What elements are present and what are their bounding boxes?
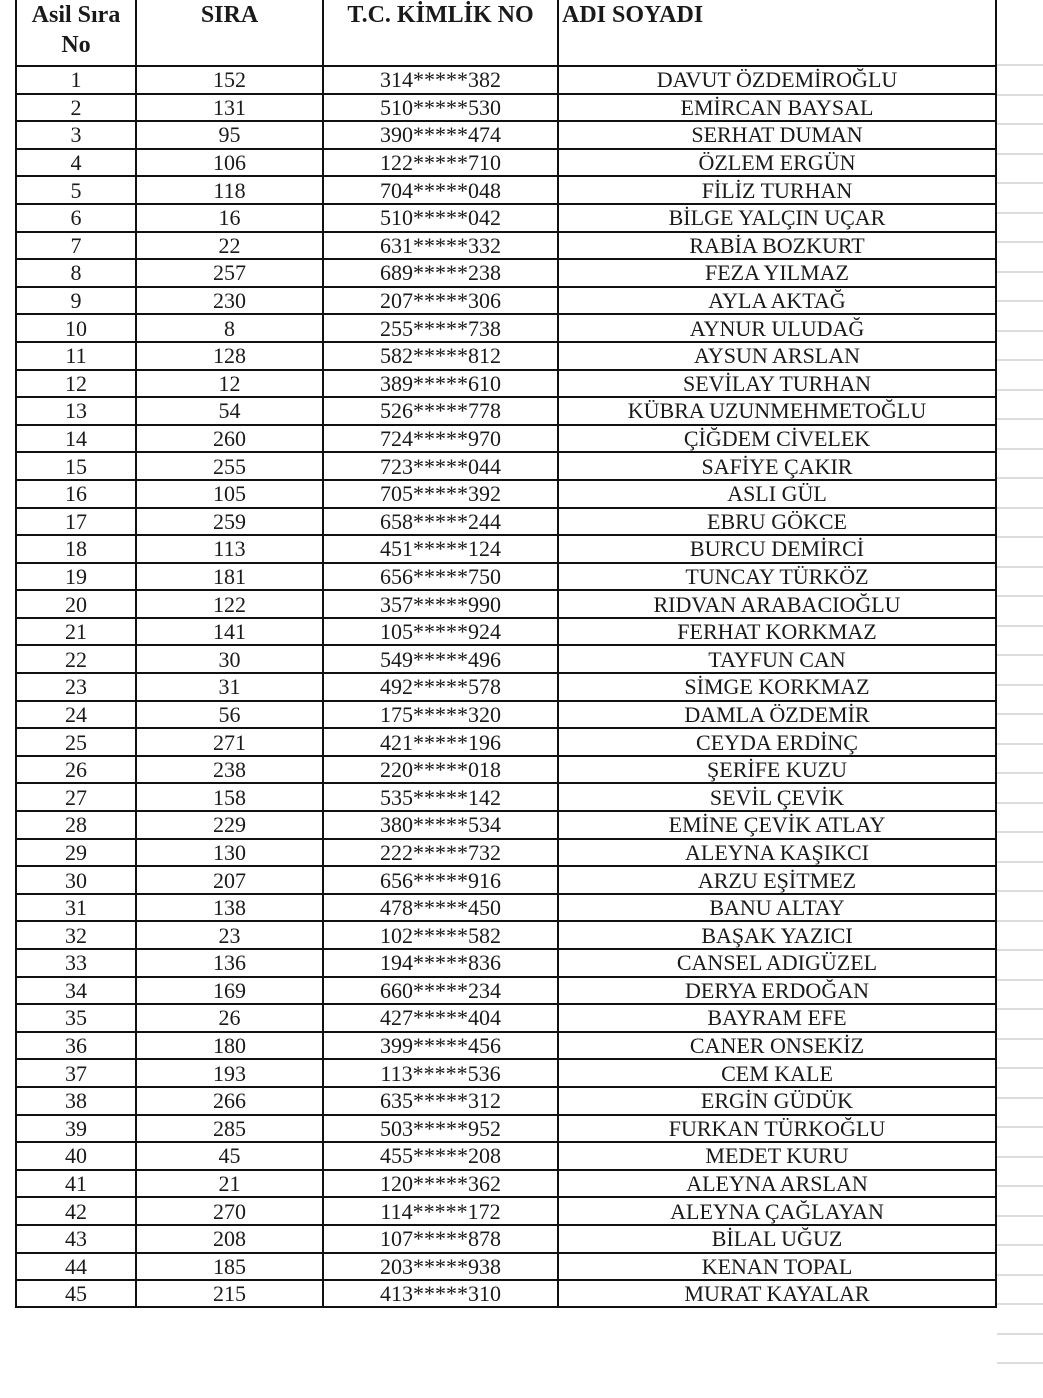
asil-sira-no-cell: 20 — [16, 590, 136, 618]
tc-kimlik-no-cell: 122*****710 — [323, 149, 558, 177]
sira-cell: 30 — [136, 645, 323, 673]
table-row — [16, 618, 996, 646]
tc-kimlik-no-cell: 723*****044 — [323, 452, 558, 480]
asil-sira-no-cell: 44 — [16, 1253, 136, 1281]
adi-soyadi-cell: ÇİĞDEM CİVELEK — [558, 425, 996, 453]
gridline — [997, 212, 1043, 242]
tc-kimlik-no-cell: 704*****048 — [323, 176, 558, 204]
adi-soyadi-cell: ERGİN GÜDÜK — [558, 1087, 996, 1115]
gridline — [997, 654, 1043, 684]
asil-sira-no-cell: 36 — [16, 1032, 136, 1060]
gridline — [997, 1303, 1043, 1333]
sira-cell: 130 — [136, 839, 323, 867]
adi-soyadi-cell: RABİA BOZKURT — [558, 232, 996, 260]
asil-sira-no-cell: 5 — [16, 176, 136, 204]
tc-kimlik-no-cell: 314*****382 — [323, 66, 558, 94]
table-row — [16, 1115, 996, 1143]
table-row — [16, 176, 996, 204]
asil-sira-no-cell: 13 — [16, 397, 136, 425]
asil-sira-no-cell: 27 — [16, 783, 136, 811]
sira-cell: 158 — [136, 783, 323, 811]
table-row — [16, 563, 996, 591]
asil-sira-no-cell: 6 — [16, 204, 136, 232]
table-row — [16, 645, 996, 673]
header-asil-sira-no: Asil Sıra No — [16, 0, 136, 66]
adi-soyadi-cell: MEDET KURU — [558, 1142, 996, 1170]
sira-cell: 26 — [136, 1004, 323, 1032]
asil-sira-no-cell: 19 — [16, 563, 136, 591]
asil-sira-no-cell: 21 — [16, 618, 136, 646]
tc-kimlik-no-cell: 656*****916 — [323, 866, 558, 894]
sira-cell: 230 — [136, 287, 323, 315]
gridline — [997, 1274, 1043, 1304]
adi-soyadi-cell: ASLI GÜL — [558, 480, 996, 508]
table-row — [16, 480, 996, 508]
table-row — [16, 1225, 996, 1253]
sira-cell: 181 — [136, 563, 323, 591]
table-row — [16, 866, 996, 894]
asil-sira-no-cell: 1 — [16, 66, 136, 94]
adi-soyadi-cell: TAYFUN CAN — [558, 645, 996, 673]
table-row — [16, 314, 996, 342]
tc-kimlik-no-cell: 451*****124 — [323, 535, 558, 563]
gridline — [997, 772, 1043, 802]
adi-soyadi-cell: KÜBRA UZUNMEHMETOĞLU — [558, 397, 996, 425]
sira-cell: 141 — [136, 618, 323, 646]
tc-kimlik-no-cell: 222*****732 — [323, 839, 558, 867]
sira-cell: 266 — [136, 1087, 323, 1115]
asil-sira-no-cell: 25 — [16, 728, 136, 756]
header-adi-soyadi: ADI SOYADI — [558, 0, 996, 66]
tc-kimlik-no-cell: 478*****450 — [323, 894, 558, 922]
gridline — [997, 713, 1043, 743]
adi-soyadi-cell: CANER ONSEKİZ — [558, 1032, 996, 1060]
sira-cell: 22 — [136, 232, 323, 260]
asil-sira-no-cell: 32 — [16, 921, 136, 949]
asil-sira-no-cell: 30 — [16, 866, 136, 894]
tc-kimlik-no-cell: 107*****878 — [323, 1225, 558, 1253]
adi-soyadi-cell: EBRU GÖKCE — [558, 508, 996, 536]
sira-cell: 118 — [136, 176, 323, 204]
adi-soyadi-cell: AYNUR ULUDAĞ — [558, 314, 996, 342]
adi-soyadi-cell: FERHAT KORKMAZ — [558, 618, 996, 646]
sira-cell: 285 — [136, 1115, 323, 1143]
asil-sira-no-cell: 39 — [16, 1115, 136, 1143]
gridline — [997, 300, 1043, 330]
table-row — [16, 370, 996, 398]
asil-sira-no-cell: 31 — [16, 894, 136, 922]
asil-sira-no-cell: 45 — [16, 1280, 136, 1307]
asil-sira-no-cell: 7 — [16, 232, 136, 260]
candidate-list-table — [15, 0, 997, 1308]
sira-cell: 138 — [136, 894, 323, 922]
asil-sira-no-cell: 26 — [16, 756, 136, 784]
gridline — [997, 241, 1043, 271]
table-row — [16, 1253, 996, 1281]
adi-soyadi-cell: BAYRAM EFE — [558, 1004, 996, 1032]
gridline — [997, 566, 1043, 596]
table-row — [16, 811, 996, 839]
sira-cell: 54 — [136, 397, 323, 425]
sira-cell: 215 — [136, 1280, 323, 1307]
page-cutoff — [0, 1374, 1043, 1398]
tc-kimlik-no-cell: 658*****244 — [323, 508, 558, 536]
gridline — [997, 94, 1043, 124]
adi-soyadi-cell: FİLİZ TURHAN — [558, 176, 996, 204]
table-row — [16, 673, 996, 701]
adi-soyadi-cell: CANSEL ADIGÜZEL — [558, 949, 996, 977]
sira-cell: 56 — [136, 701, 323, 729]
asil-sira-no-cell: 33 — [16, 949, 136, 977]
sira-cell: 131 — [136, 94, 323, 122]
tc-kimlik-no-cell: 503*****952 — [323, 1115, 558, 1143]
sira-cell: 208 — [136, 1225, 323, 1253]
gridline — [997, 1067, 1043, 1097]
table-row — [16, 1004, 996, 1032]
results-sheet — [15, 0, 997, 1308]
tc-kimlik-no-cell: 113*****536 — [323, 1059, 558, 1087]
tc-kimlik-no-cell: 582*****812 — [323, 342, 558, 370]
adi-soyadi-cell: AYSUN ARSLAN — [558, 342, 996, 370]
tc-kimlik-no-cell: 102*****582 — [323, 921, 558, 949]
table-row — [16, 701, 996, 729]
gridline — [997, 507, 1043, 537]
asil-sira-no-cell: 8 — [16, 259, 136, 287]
gridline — [997, 448, 1043, 478]
gridline — [997, 802, 1043, 832]
tc-kimlik-no-cell: 455*****208 — [323, 1142, 558, 1170]
asil-sira-no-cell: 28 — [16, 811, 136, 839]
table-row — [16, 1170, 996, 1198]
gridline — [997, 743, 1043, 773]
table-row — [16, 259, 996, 287]
asil-sira-no-cell: 34 — [16, 977, 136, 1005]
gridline — [997, 831, 1043, 861]
gridline — [997, 1126, 1043, 1156]
gridline — [997, 625, 1043, 655]
tc-kimlik-no-cell: 549*****496 — [323, 645, 558, 673]
gridline — [997, 536, 1043, 566]
gridline — [997, 949, 1043, 979]
tc-kimlik-no-cell: 114*****172 — [323, 1197, 558, 1225]
gridline — [997, 595, 1043, 625]
table-row — [16, 590, 996, 618]
tc-kimlik-no-cell: 705*****392 — [323, 480, 558, 508]
sira-cell: 136 — [136, 949, 323, 977]
adjacent-sheet-gridlines — [997, 64, 1043, 1392]
adi-soyadi-cell: BAŞAK YAZICI — [558, 921, 996, 949]
asil-sira-no-cell: 23 — [16, 673, 136, 701]
table-row — [16, 397, 996, 425]
asil-sira-no-cell: 22 — [16, 645, 136, 673]
gridline — [997, 1244, 1043, 1274]
sira-cell: 8 — [136, 314, 323, 342]
tc-kimlik-no-cell: 689*****238 — [323, 259, 558, 287]
asil-sira-no-cell: 42 — [16, 1197, 136, 1225]
tc-kimlik-no-cell: 492*****578 — [323, 673, 558, 701]
sira-cell: 193 — [136, 1059, 323, 1087]
tc-kimlik-no-cell: 535*****142 — [323, 783, 558, 811]
table-row — [16, 949, 996, 977]
gridline — [997, 890, 1043, 920]
asil-sira-no-cell: 43 — [16, 1225, 136, 1253]
adi-soyadi-cell: CEM KALE — [558, 1059, 996, 1087]
tc-kimlik-no-cell: 510*****042 — [323, 204, 558, 232]
adi-soyadi-cell: FURKAN TÜRKOĞLU — [558, 1115, 996, 1143]
sira-cell: 106 — [136, 149, 323, 177]
sira-cell: 255 — [136, 452, 323, 480]
tc-kimlik-no-cell: 526*****778 — [323, 397, 558, 425]
adi-soyadi-cell: KENAN TOPAL — [558, 1253, 996, 1281]
tc-kimlik-no-cell: 510*****530 — [323, 94, 558, 122]
table-row — [16, 287, 996, 315]
table-row — [16, 425, 996, 453]
tc-kimlik-no-cell: 631*****332 — [323, 232, 558, 260]
tc-kimlik-no-cell: 390*****474 — [323, 121, 558, 149]
gridline — [997, 359, 1043, 389]
sira-cell: 45 — [136, 1142, 323, 1170]
gridline — [997, 1097, 1043, 1127]
sira-cell: 23 — [136, 921, 323, 949]
table-row — [16, 894, 996, 922]
gridline — [997, 1038, 1043, 1068]
table-row — [16, 1059, 996, 1087]
sira-cell: 229 — [136, 811, 323, 839]
table-row — [16, 204, 996, 232]
tc-kimlik-no-cell: 389*****610 — [323, 370, 558, 398]
asil-sira-no-cell: 15 — [16, 452, 136, 480]
adi-soyadi-cell: TUNCAY TÜRKÖZ — [558, 563, 996, 591]
adi-soyadi-cell: ŞERİFE KUZU — [558, 756, 996, 784]
tc-kimlik-no-cell: 380*****534 — [323, 811, 558, 839]
asil-sira-no-cell: 29 — [16, 839, 136, 867]
adi-soyadi-cell: BURCU DEMİRCİ — [558, 535, 996, 563]
asil-sira-no-cell: 40 — [16, 1142, 136, 1170]
asil-sira-no-cell: 16 — [16, 480, 136, 508]
asil-sira-no-cell: 17 — [16, 508, 136, 536]
tc-kimlik-no-cell: 220*****018 — [323, 756, 558, 784]
table-row — [16, 1197, 996, 1225]
tc-kimlik-no-cell: 207*****306 — [323, 287, 558, 315]
sira-cell: 185 — [136, 1253, 323, 1281]
asil-sira-no-cell: 4 — [16, 149, 136, 177]
asil-sira-no-cell: 14 — [16, 425, 136, 453]
asil-sira-no-cell: 11 — [16, 342, 136, 370]
sira-cell: 271 — [136, 728, 323, 756]
tc-kimlik-no-cell: 413*****310 — [323, 1280, 558, 1307]
asil-sira-no-cell: 35 — [16, 1004, 136, 1032]
adi-soyadi-cell: ALEYNA KAŞIKCI — [558, 839, 996, 867]
table-row — [16, 535, 996, 563]
asil-sira-no-cell: 9 — [16, 287, 136, 315]
sira-cell: 180 — [136, 1032, 323, 1060]
tc-kimlik-no-cell: 635*****312 — [323, 1087, 558, 1115]
adi-soyadi-cell: EMİRCAN BAYSAL — [558, 94, 996, 122]
adi-soyadi-cell: SEVİL ÇEVİK — [558, 783, 996, 811]
gridline — [997, 861, 1043, 891]
table-header-row — [16, 0, 996, 66]
gridline — [997, 979, 1043, 1009]
gridline — [997, 64, 1043, 94]
adi-soyadi-cell: SİMGE KORKMAZ — [558, 673, 996, 701]
sira-cell: 260 — [136, 425, 323, 453]
sira-cell: 122 — [136, 590, 323, 618]
tc-kimlik-no-cell: 203*****938 — [323, 1253, 558, 1281]
sira-cell: 21 — [136, 1170, 323, 1198]
table-row — [16, 1032, 996, 1060]
gridline — [997, 1156, 1043, 1186]
asil-sira-no-cell: 41 — [16, 1170, 136, 1198]
table-row — [16, 94, 996, 122]
adi-soyadi-cell: ALEYNA ÇAĞLAYAN — [558, 1197, 996, 1225]
sira-cell: 259 — [136, 508, 323, 536]
sira-cell: 238 — [136, 756, 323, 784]
adi-soyadi-cell: BİLAL UĞUZ — [558, 1225, 996, 1253]
gridline — [997, 1008, 1043, 1038]
sira-cell: 128 — [136, 342, 323, 370]
tc-kimlik-no-cell: 105*****924 — [323, 618, 558, 646]
adi-soyadi-cell: BİLGE YALÇIN UÇAR — [558, 204, 996, 232]
asil-sira-no-cell: 12 — [16, 370, 136, 398]
sira-cell: 16 — [136, 204, 323, 232]
tc-kimlik-no-cell: 724*****970 — [323, 425, 558, 453]
adi-soyadi-cell: AYLA AKTAĞ — [558, 287, 996, 315]
asil-sira-no-cell: 3 — [16, 121, 136, 149]
adi-soyadi-cell: SEVİLAY TURHAN — [558, 370, 996, 398]
asil-sira-no-cell: 18 — [16, 535, 136, 563]
asil-sira-no-cell: 24 — [16, 701, 136, 729]
header-tc-kimlik-no: T.C. KİMLİK NO — [323, 0, 558, 66]
adi-soyadi-cell: SAFİYE ÇAKIR — [558, 452, 996, 480]
tc-kimlik-no-cell: 399*****456 — [323, 1032, 558, 1060]
gridline — [997, 1215, 1043, 1245]
adi-soyadi-cell: SERHAT DUMAN — [558, 121, 996, 149]
gridline — [997, 1185, 1043, 1215]
adi-soyadi-cell: FEZA YILMAZ — [558, 259, 996, 287]
adi-soyadi-cell: ALEYNA ARSLAN — [558, 1170, 996, 1198]
sira-cell: 113 — [136, 535, 323, 563]
gridline — [997, 153, 1043, 183]
tc-kimlik-no-cell: 421*****196 — [323, 728, 558, 756]
sira-cell: 207 — [136, 866, 323, 894]
tc-kimlik-no-cell: 357*****990 — [323, 590, 558, 618]
tc-kimlik-no-cell: 427*****404 — [323, 1004, 558, 1032]
table-row — [16, 728, 996, 756]
adi-soyadi-cell: DAVUT ÖZDEMİROĞLU — [558, 66, 996, 94]
table-row — [16, 1087, 996, 1115]
gridline — [997, 389, 1043, 419]
table-body — [16, 66, 996, 1307]
tc-kimlik-no-cell: 660*****234 — [323, 977, 558, 1005]
gridline — [997, 123, 1043, 153]
adi-soyadi-cell: ÖZLEM ERGÜN — [558, 149, 996, 177]
table-row — [16, 342, 996, 370]
tc-kimlik-no-cell: 656*****750 — [323, 563, 558, 591]
sira-cell: 12 — [136, 370, 323, 398]
tc-kimlik-no-cell: 194*****836 — [323, 949, 558, 977]
sira-cell: 152 — [136, 66, 323, 94]
table-row — [16, 232, 996, 260]
sira-cell: 95 — [136, 121, 323, 149]
gridline — [997, 418, 1043, 448]
gridline — [997, 684, 1043, 714]
table-row — [16, 121, 996, 149]
adi-soyadi-cell: ARZU EŞİTMEZ — [558, 866, 996, 894]
adi-soyadi-cell: DAMLA ÖZDEMİR — [558, 701, 996, 729]
tc-kimlik-no-cell: 255*****738 — [323, 314, 558, 342]
gridline — [997, 182, 1043, 212]
adi-soyadi-cell: DERYA ERDOĞAN — [558, 977, 996, 1005]
gridline — [997, 271, 1043, 301]
sira-cell: 169 — [136, 977, 323, 1005]
table-row — [16, 756, 996, 784]
table-row — [16, 508, 996, 536]
sira-cell: 257 — [136, 259, 323, 287]
table-row — [16, 783, 996, 811]
sira-cell: 270 — [136, 1197, 323, 1225]
adi-soyadi-cell: EMİNE ÇEVİK ATLAY — [558, 811, 996, 839]
asil-sira-no-cell: 37 — [16, 1059, 136, 1087]
gridline — [997, 477, 1043, 507]
asil-sira-no-cell: 2 — [16, 94, 136, 122]
table-row — [16, 921, 996, 949]
sira-cell: 105 — [136, 480, 323, 508]
asil-sira-no-cell: 38 — [16, 1087, 136, 1115]
table-row — [16, 1280, 996, 1307]
table-row — [16, 452, 996, 480]
table-row — [16, 977, 996, 1005]
tc-kimlik-no-cell: 175*****320 — [323, 701, 558, 729]
table-row — [16, 1142, 996, 1170]
header-sira: SIRA — [136, 0, 323, 66]
table-row — [16, 839, 996, 867]
table-row — [16, 66, 996, 94]
adi-soyadi-cell: MURAT KAYALAR — [558, 1280, 996, 1307]
adi-soyadi-cell: CEYDA ERDİNÇ — [558, 728, 996, 756]
table-row — [16, 149, 996, 177]
adi-soyadi-cell: RIDVAN ARABACIOĞLU — [558, 590, 996, 618]
asil-sira-no-cell: 10 — [16, 314, 136, 342]
sira-cell: 31 — [136, 673, 323, 701]
adi-soyadi-cell: BANU ALTAY — [558, 894, 996, 922]
gridline — [997, 330, 1043, 360]
gridline — [997, 920, 1043, 950]
tc-kimlik-no-cell: 120*****362 — [323, 1170, 558, 1198]
gridline — [997, 1333, 1043, 1363]
